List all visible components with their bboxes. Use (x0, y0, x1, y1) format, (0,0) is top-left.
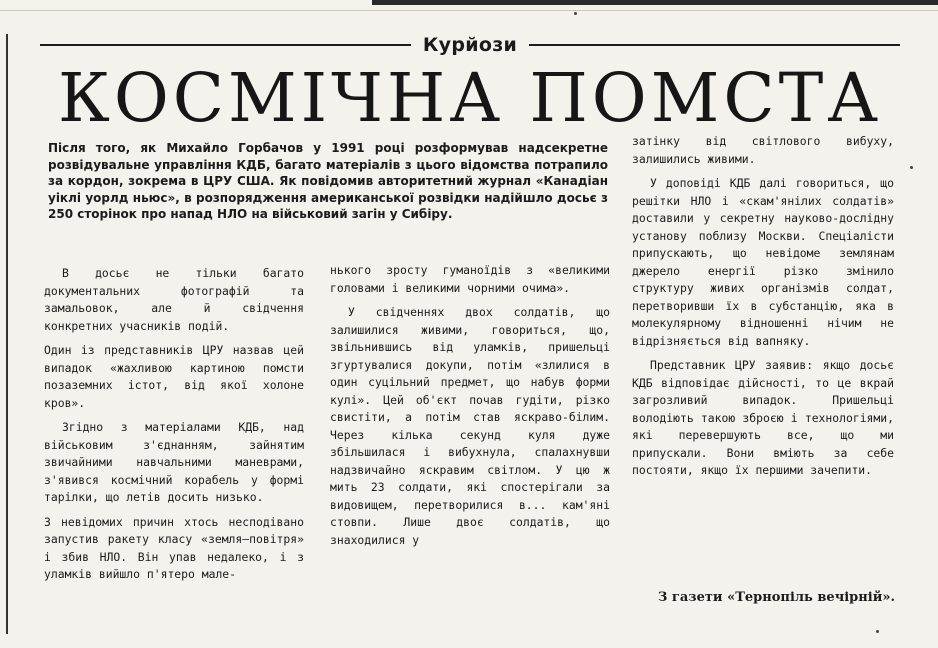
print-speck (910, 166, 913, 169)
article-lead: Після того, як Михайло Горбачов у 1991 році розформував надсекретне розвідувальне управління КДБ, багато матеріалів з цього відомства потрапило за кордон, зокрема в ЦРУ США. Як повідомив авторитетний журнал «Канадіан уіклі уорлд ньюс», в розпорядження американської розвідки надійшло досьє з 250 сторінок про напад НЛО на військовий загін у Сибіру. (48, 141, 608, 221)
rubric-label: Курйози (422, 34, 518, 56)
left-column-rule (6, 34, 8, 634)
paragraph: Один із представників ЦРУ назвав цей випадок «жахливою картиною помсти позаземних істот, від якої холоне кров». (44, 343, 304, 410)
top-border (0, 0, 938, 11)
text-column-3 (632, 133, 894, 487)
paragraph: В досьє не тільки багато документальних фотографій та замальовок, але й свідчення конкретних учасників подій. (44, 266, 304, 333)
print-speck (574, 12, 577, 15)
rubric-line-right (529, 44, 900, 46)
article-headline: КОСМІЧНА ПОМСТА (57, 59, 883, 137)
paragraph: Представник ЦРУ заявив: якщо досьє КДБ відповідає дійсності, то це вкрай загрозливий випадок. Пришельці володіють такою зброєю і технологіями, які перевершують все, що ми припускали. Вони вміють за себе постояти, якщо їх першими зачепити. (632, 358, 894, 477)
paragraph: затінку від світлового вибуху, залишились живими. (632, 134, 894, 166)
rubric-header (40, 30, 900, 60)
text-column-2 (330, 262, 610, 556)
source-credit: З газети «Тернопіль вечірній». (658, 590, 895, 605)
paragraph: З невідомих причин хтось несподівано запустив ракету класу «земля—повітря» і збив НЛО. Він упав недалеко, і з уламків вийшло п'ятеро мале- (44, 514, 304, 581)
paragraph: У свідченнях двох солдатів, що залишилися живими, говориться, що, звільнившись від уламків, пришельці згуртувалися докупи, потім «злилися в один суцільний предмет, що набув форми кулі». Цей об'єкт почав гудіти, різко свистіти, а потім став яскраво-білим. Через кілька секунд куля дуже збільшилася і вибухнула, спалахнувши надзвичайно яскравим світлом. У цю ж мить 23 солдати, які спостерігали за видовищем, перетворилися в... кам'яні стовпи. Лише двоє солдатів, що знаходилися у (330, 305, 610, 547)
paragraph: У доповіді КДБ далі говориться, що решітки НЛО і «скам'янілих солдатів» доставили у секретну науково-дослідну установу поблизу Москви. Спеціалісти припускають, що невідоме землянам джерело енергії різко змінило структуру живих організмів солдат, перетворивши їх в субстанцію, яка в молекулярному відношенні нічим не відрізняється від вапняку. (632, 176, 894, 348)
paragraph: нького зросту гуманоїдів з «великими головами і великими чорними очима». (330, 263, 610, 295)
top-bar (372, 0, 938, 5)
paragraph: Згідно з матеріалами КДБ, над військовим з'єднанням, зайнятим звичайними навчальними маневрами, з'явився космічний корабель у формі тарілки, що летів досить низько. (44, 420, 304, 504)
print-speck (876, 630, 879, 633)
rubric-line-left (40, 44, 411, 46)
text-column-1 (44, 265, 304, 591)
